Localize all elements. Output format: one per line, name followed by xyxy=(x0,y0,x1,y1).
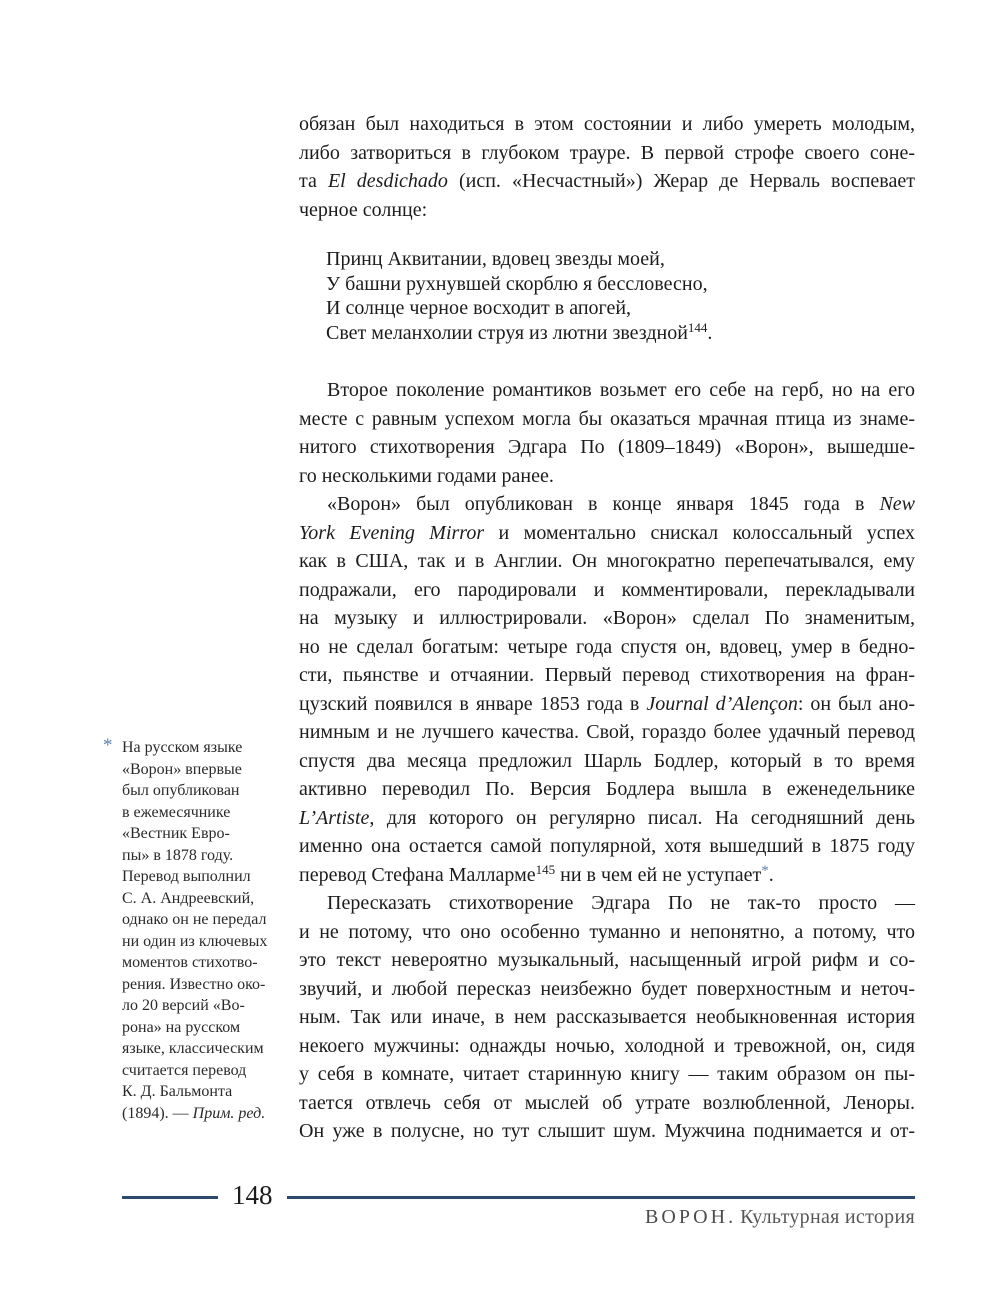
margin-note-asterisk-ref: * xyxy=(761,862,769,879)
text-line: York Evening Mirror и моментально снискал колоссальный успех xyxy=(299,521,915,544)
text-line: Он уже в полусне, но тут слышит шум. Мужчина поднимается и от- xyxy=(299,1120,915,1142)
text-line: нитого стихотворения Эдгара По (1809–1849) «Ворон», вышедше- xyxy=(299,436,915,458)
page-number: 148 xyxy=(232,1179,273,1210)
text-line: обязан был находиться в этом состоянии и либо умереть молодым, xyxy=(299,113,915,135)
margin-note-line: рения. Известно око- xyxy=(122,975,266,993)
text-line: спустя два месяца предложил Шарль Бодлер, который в то время xyxy=(299,749,915,772)
verse-line: Свет меланхолии струя из лютни звездной$^{144}$. xyxy=(326,319,713,344)
running-footer xyxy=(645,1206,915,1229)
text-line: и не потому, что оно особенно туманно и непонятно, а потому, что xyxy=(299,920,915,943)
margin-note-line: С. А. Андреевский, xyxy=(122,889,255,907)
italic-title: New xyxy=(879,493,915,515)
paragraph xyxy=(299,110,915,224)
margin-note-text xyxy=(122,737,277,1124)
margin-note-line: однако он не передал xyxy=(122,911,267,928)
footnote-number-ref: 144 xyxy=(687,319,708,335)
page-number-rule-left xyxy=(122,1196,218,1199)
margin-note-line: (1894). — Прим. ред. xyxy=(122,1104,266,1122)
verse-line: И солнце черное восходит в апогей, xyxy=(326,297,632,319)
running-footer-book-title: ВОРОН. xyxy=(645,1206,737,1228)
text-line: но не сделал богатым: четыре года спустя он, вдовец, умер в бедно- xyxy=(299,635,915,658)
margin-note-line: ни один из ключевых xyxy=(122,932,268,950)
text-line: тается отвлечь себя от мыслей об утрате возлюбленной, Леноры. xyxy=(299,1091,915,1114)
margin-note-line: языке, классическим xyxy=(122,1040,264,1057)
text-line: активно переводил По. Версия Бодлера вышла в еженедельнике xyxy=(299,778,915,800)
text-line: «Ворон» был опубликован в конце января 1845 года в New xyxy=(327,493,915,515)
text-line: звучий, и любой пересказ неизбежно будет поверхностным и неточ- xyxy=(299,977,915,1000)
margin-note-line: «Ворон» впервые xyxy=(122,760,242,778)
verse-quote xyxy=(299,247,915,345)
page-number-rule-right xyxy=(287,1196,916,1199)
text-line: перевод Стефана Малларме$^{145}$ ни в чем ей не уступает*. xyxy=(299,861,774,886)
text-line: некоего мужчины: однажды ночью, холодной и тревожной, он, сидя xyxy=(299,1034,915,1057)
text-line: это текст невероятно музыкальный, насыщенный игрой рифм и со- xyxy=(299,949,915,971)
text-line: Второе поколение романтиков возьмет его себе на герб, но на его xyxy=(327,379,915,401)
margin-note-line: рона» на русском xyxy=(122,1018,241,1036)
margin-note-line: К. Д. Бальмонта xyxy=(122,1083,233,1100)
text-line: месте с равным успехом могла бы оказаться мрачная птица из знаме- xyxy=(299,407,915,430)
italic-title: Прим. ред. xyxy=(192,1104,266,1122)
text-line: либо затвориться в глубоком трауре. В первой строфе своего соне- xyxy=(299,141,915,164)
paragraph xyxy=(299,376,915,490)
footnote-asterisk-marker: * xyxy=(103,735,113,756)
verse-line: Принц Аквитании, вдовец звезды моей, xyxy=(326,248,665,270)
margin-note-line: считается перевод xyxy=(122,1061,247,1079)
margin-note-line: моментов стихотво- xyxy=(122,954,258,971)
margin-note-line: в ежемесячнике xyxy=(122,803,231,821)
text-line: на музыку и иллюстрировали. «Ворон» сделал По знаменитым, xyxy=(299,607,915,629)
text-line: сти, пьянстве и отчаянии. Первый перевод стихотворения на фран- xyxy=(299,664,915,686)
footnote-number-ref: 145 xyxy=(535,861,556,877)
margin-note xyxy=(101,737,277,1124)
text-line: именно она остается самой популярной, хотя вышедший в 1875 году xyxy=(299,835,915,857)
text-line: черное солнце: xyxy=(299,198,428,221)
margin-note-line: ло 20 версий «Во- xyxy=(122,997,245,1014)
text-line: Пересказать стихотворение Эдгара По не так-то просто — xyxy=(327,892,915,914)
margin-note-line: На русском языке xyxy=(122,739,243,756)
text-line: нимным и не лучшего качества. Свой, гораздо более удачный перевод xyxy=(299,721,915,743)
text-line: ным. Так или иначе, в нем рассказывается необыкновенная история xyxy=(299,1006,915,1028)
italic-title: El desdichado xyxy=(327,170,448,192)
margin-note-line: Перевод выполнил xyxy=(122,868,251,885)
running-footer-book-subtitle: Культурная история xyxy=(740,1206,915,1228)
text-line: цузский появился в январе 1853 года в Journal d’Alençon: он был ано- xyxy=(299,692,916,715)
italic-title: L’Artiste xyxy=(299,806,370,829)
italic-title: York Evening Mirror xyxy=(299,521,485,544)
text-line: го несколькими годами ранее. xyxy=(299,464,554,487)
text-line: как в США, так и в Англии. Он многократно перепечатывался, ему xyxy=(299,550,915,572)
margin-note-line: был опубликован xyxy=(122,782,240,799)
text-line: та El desdichado (исп. «Несчастный») Жерар де Нерваль воспевает xyxy=(299,170,915,192)
text-line: у себя в комнате, читает старинную книгу — таким образом он пы- xyxy=(299,1063,915,1085)
text-line: подражали, его пародировали и комментировали, перекладывали xyxy=(299,578,915,601)
verse-line: У башни рухнувшей скорблю я бессловесно, xyxy=(326,272,708,295)
paragraph xyxy=(299,490,915,889)
body-text xyxy=(299,110,915,1146)
text-line: L’Artiste, для которого он регулярно писал. На сегодняшний день xyxy=(299,806,915,829)
paragraph xyxy=(299,889,915,1146)
italic-title: Journal d’Alençon xyxy=(646,692,798,715)
margin-note-line: «Вестник Евро- xyxy=(122,825,230,842)
margin-note-line: пы» в 1878 году. xyxy=(122,846,234,864)
